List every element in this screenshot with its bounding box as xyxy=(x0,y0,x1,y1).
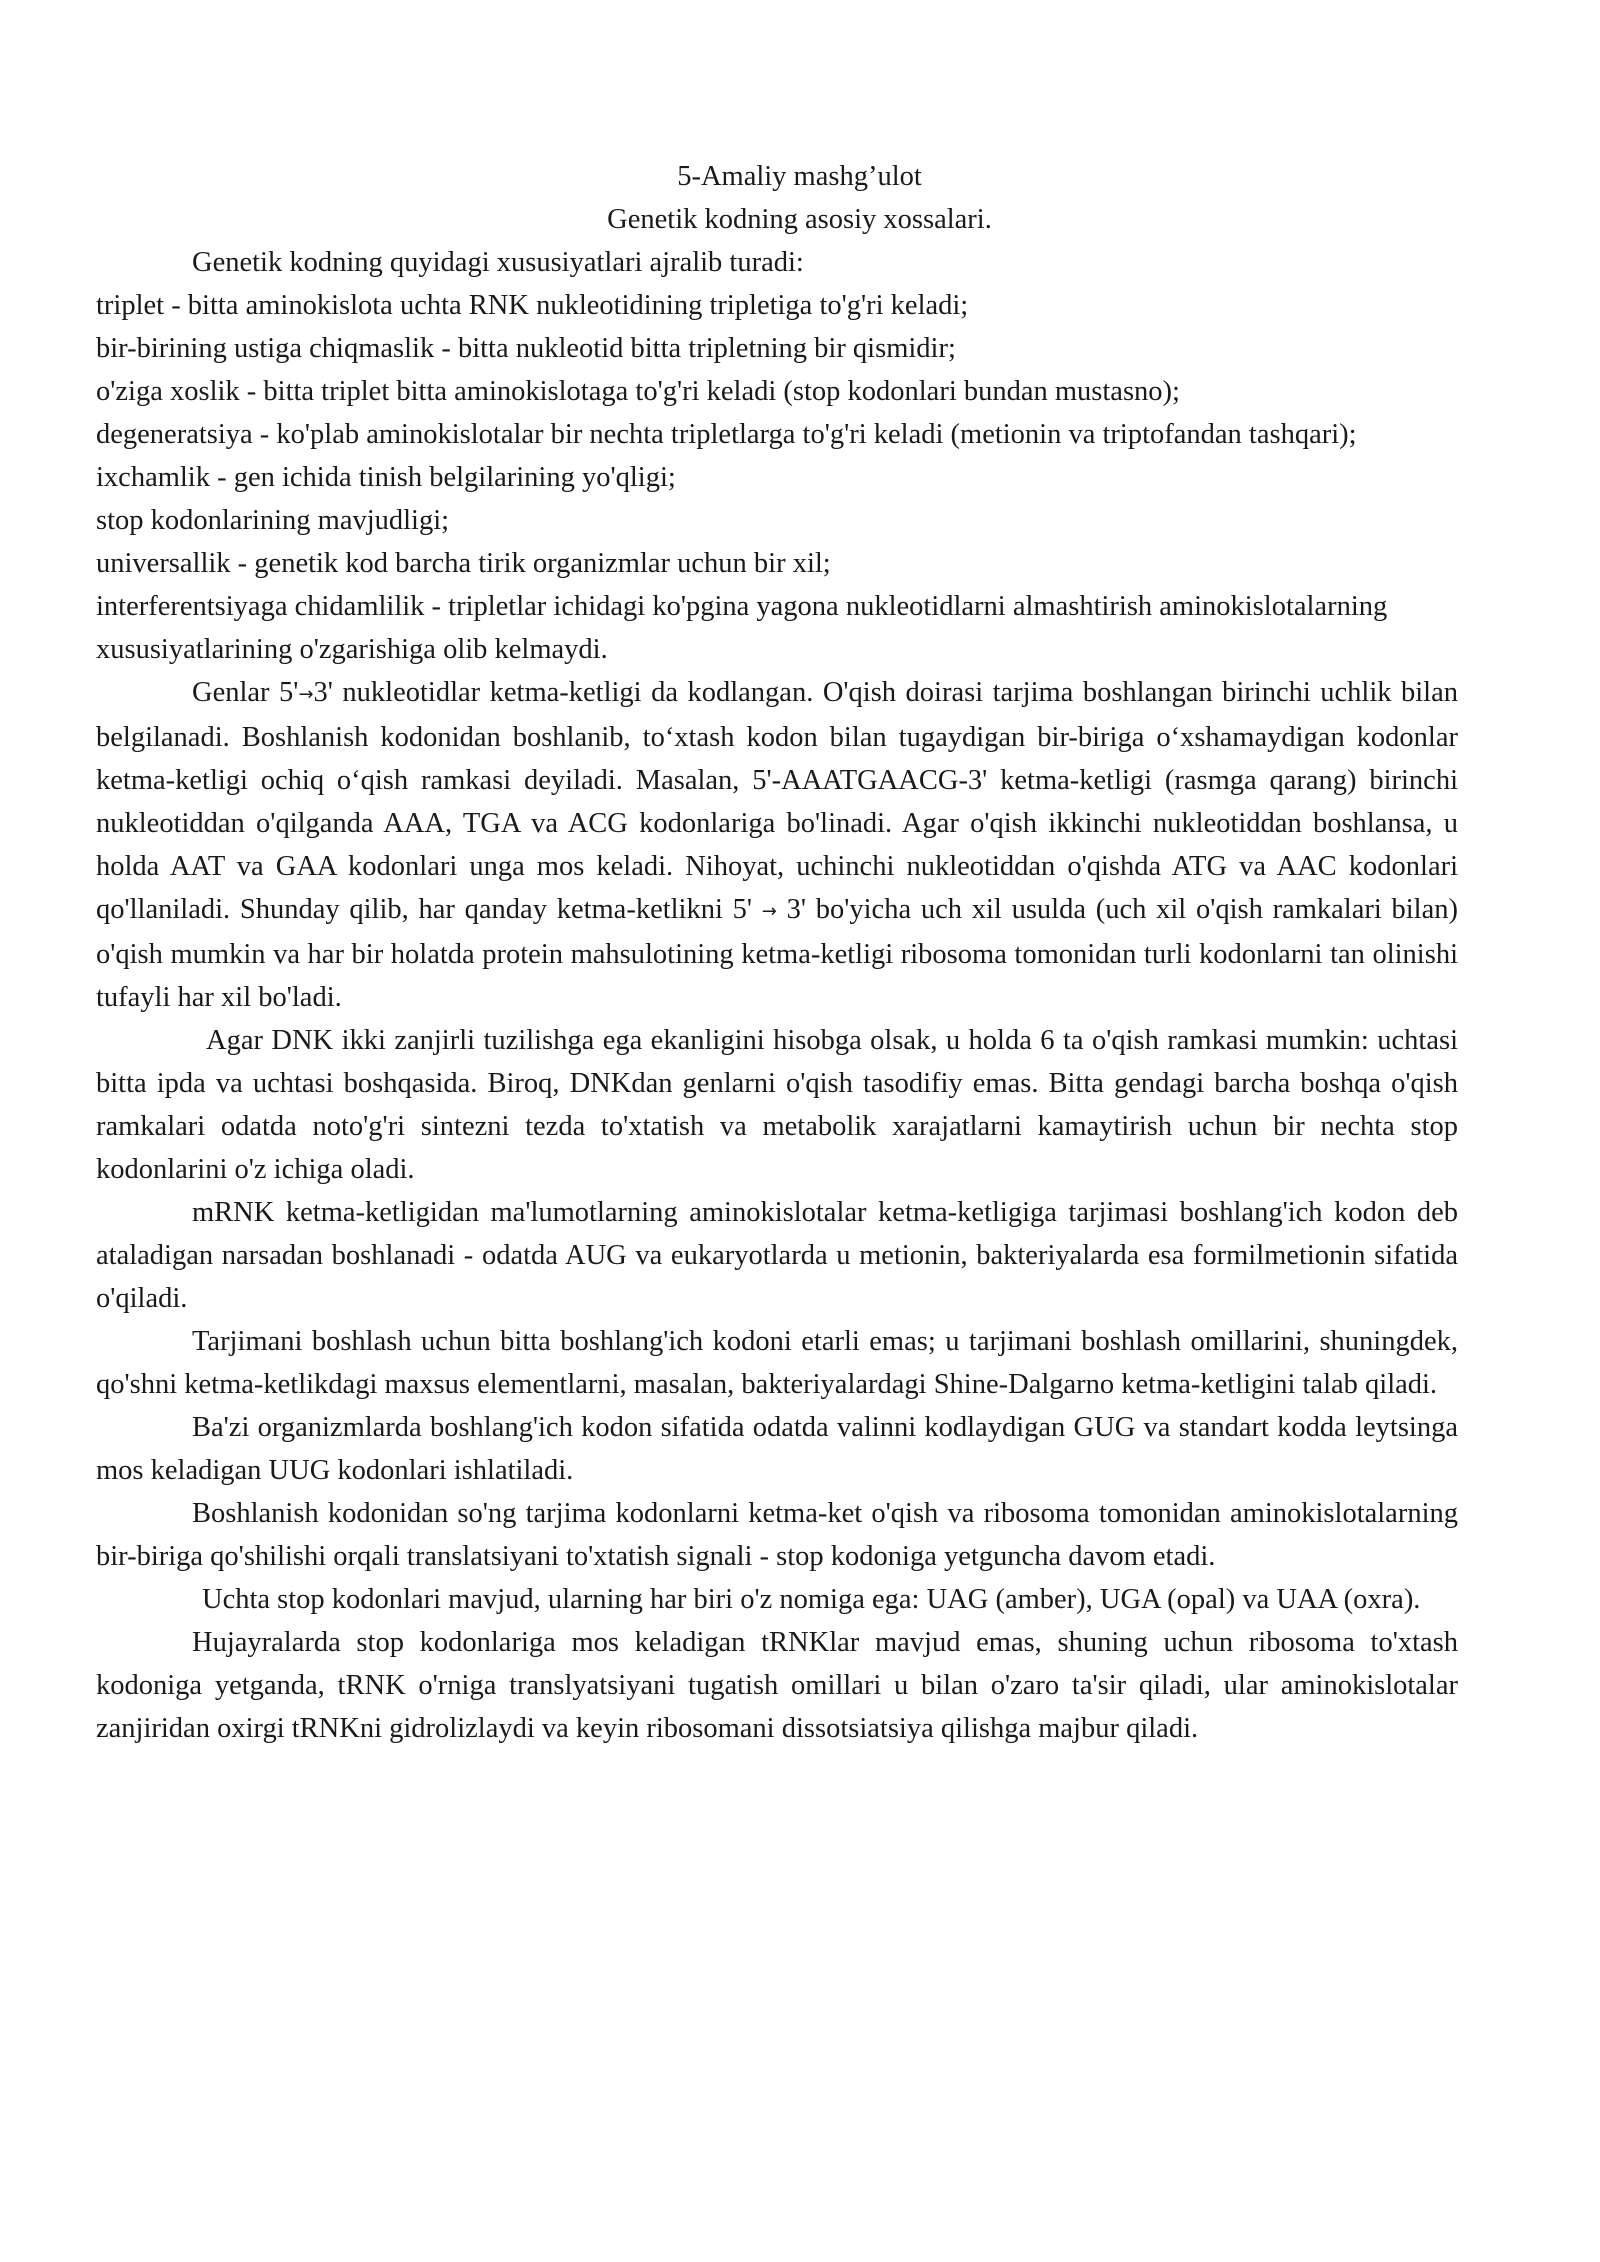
paragraph-reading-frames-part-c: 3' bo'yicha uch xil usulda (uch xil o'qish ramkalari bilan) o'qish mumkin va har bir holatda protein mahsulotining ketma-ketligi ribosoma tomonidan turli kodonlarni tan olinishi tufayli har xil bo'ladi. xyxy=(96,894,1458,1013)
document-body xyxy=(96,155,1458,1750)
right-arrow-icon: → xyxy=(298,684,314,705)
paragraph-start-codon: mRNK ketma-ketligidan ma'lumotlarning aminokislotalar ketma-ketligiga tarjimasi boshlang'ich kodon deb ataladigan narsadan boshlanadi - odatda AUG va eukaryotlarda u metionin, bakteriyalarda esa formilmetionin sifatida o'qiladi. xyxy=(96,1197,1458,1314)
paragraph-initiation-factors: Tarjimani boshlash uchun bitta boshlang'ich kodoni etarli emas; u tarjimani boshlash omillarini, shuningdek, qo'shni ketma-ketlikdagi maxsus elementlarni, masalan, bakteriyalardagi Shine-Dalgarno ketma-ketligini talab qiladi. xyxy=(96,1326,1458,1400)
property-item-triplet: triplet - bitta aminokislota uchta RNK nukleotidining tripletiga to'g'ri keladi; xyxy=(96,290,969,321)
paragraph-termination: Hujayralarda stop kodonlariga mos keladigan tRNKlar mavjud emas, shuning uchun ribosoma to'xtash kodoniga yetganda, tRNK o'rniga translyatsiyani tugatish omillari u bilan o'zaro ta'sir qiladi, ular aminokislotalar zanjiridan oxirgi tRNKni gidrolizlaydi va keyin ribosomani dissotsiatsiya qilishga majbur qiladi. xyxy=(96,1627,1458,1744)
paragraph-reading-frames-part-b: 3' nukleotidlar ketma-ketligi da kodlangan. O'qish doirasi tarjima boshlangan birinchi uchlik bilan belgilanadi. Boshlanish kodonidan boshlanib, to‘xtash kodon bilan tugaydigan bir-biriga o‘xshamaydigan kodonlar ketma-ketligi ochiq o‘qish ramkasi deyiladi. Masalan, 5'-AAATGAACG-3' ketma-ketligi (rasmga qarang) birinchi nukleotiddan o'qilganda AAA, TGA va ACG kodonlariga bo'linadi. Agar o'qish ikkinchi nukleotiddan boshlansa, u holda AAT va GAA kodonlari unga mos keladi. Nihoyat, uchinchi nukleotiddan o'qishda ATG va AAC kodonlari qo'llaniladi. Shunday qilib, har qanday ketma-ketlikni 5' xyxy=(96,677,1458,925)
property-item-non-overlapping: bir-birining ustiga chiqmaslik - bitta nukleotid bitta tripletning bir qismidir; xyxy=(96,333,956,364)
intro-paragraph: Genetik kodning quyidagi xususiyatlari ajralib turadi: xyxy=(192,247,804,278)
property-item-stop-codons: stop kodonlarining mavjudligi; xyxy=(96,505,450,536)
right-arrow-icon: → xyxy=(761,901,777,922)
document-title: 5-Amaliy mashg’ulot xyxy=(677,161,922,192)
property-item-universality: universallik - genetik kod barcha tirik organizmlar uchun bir xil; xyxy=(96,548,831,579)
document-subtitle: Genetik kodning asosiy xossalari. xyxy=(607,204,992,235)
paragraph-stop-codon-names: Uchta stop kodonlari mavjud, ularning har biri o'z nomiga ega: UAG (amber), UGA (opal) va UAA (oxra). xyxy=(202,1584,1421,1615)
property-item-noise-immunity: interferentsiyaga chidamlilik - tripletlar ichidagi ko'pgina yagona nukleotidlarni almashtirish aminokislotalarning xususiyatlarining o'zgarishiga olib kelmaydi. xyxy=(96,591,1388,665)
paragraph-dna-six-frames: Agar DNK ikki zanjirli tuzilishga ega ekanligini hisobga olsak, u holda 6 ta o'qish ramkasi mumkin: uchtasi bitta ipda va uchtasi boshqasida. Biroq, DNKdan genlarni o'qish tasodifiy emas. Bitta gendagi barcha boshqa o'qish ramkalari odatda noto'g'ri sintezni tezda to'xtatish va metabolik xarajatlarni kamaytirish uchun bir nechta stop kodonlarini o'z ichiga oladi. xyxy=(96,1025,1458,1185)
paragraph-elongation: Boshlanish kodonidan so'ng tarjima kodonlarni ketma-ket o'qish va ribosoma tomonidan aminokislotalarning bir-biriga qo'shilishi orqali translatsiyani to'xtatish signali - stop kodoniga yetguncha davom etadi. xyxy=(96,1498,1458,1572)
property-item-specificity: o'ziga xoslik - bitta triplet bitta aminokislotaga to'g'ri keladi (stop kodonlari bundan mustasno); xyxy=(96,376,1180,407)
property-item-compactness: ixchamlik - gen ichida tinish belgilarining yo'qligi; xyxy=(96,462,676,493)
paragraph-reading-frames xyxy=(96,671,1458,1019)
property-item-degeneracy: degeneratsiya - ko'plab aminokislotalar bir nechta tripletlarga to'g'ri keladi (metionin va triptofandan tashqari); xyxy=(96,419,1357,450)
paragraph-alternative-start: Ba'zi organizmlarda boshlang'ich kodon sifatida odatda valinni kodlaydigan GUG va standart kodda leytsinga mos keladigan UUG kodonlari ishlatiladi. xyxy=(96,1412,1458,1486)
paragraph-reading-frames-part-a: Genlar 5' xyxy=(192,677,299,708)
properties-list xyxy=(96,284,1458,671)
